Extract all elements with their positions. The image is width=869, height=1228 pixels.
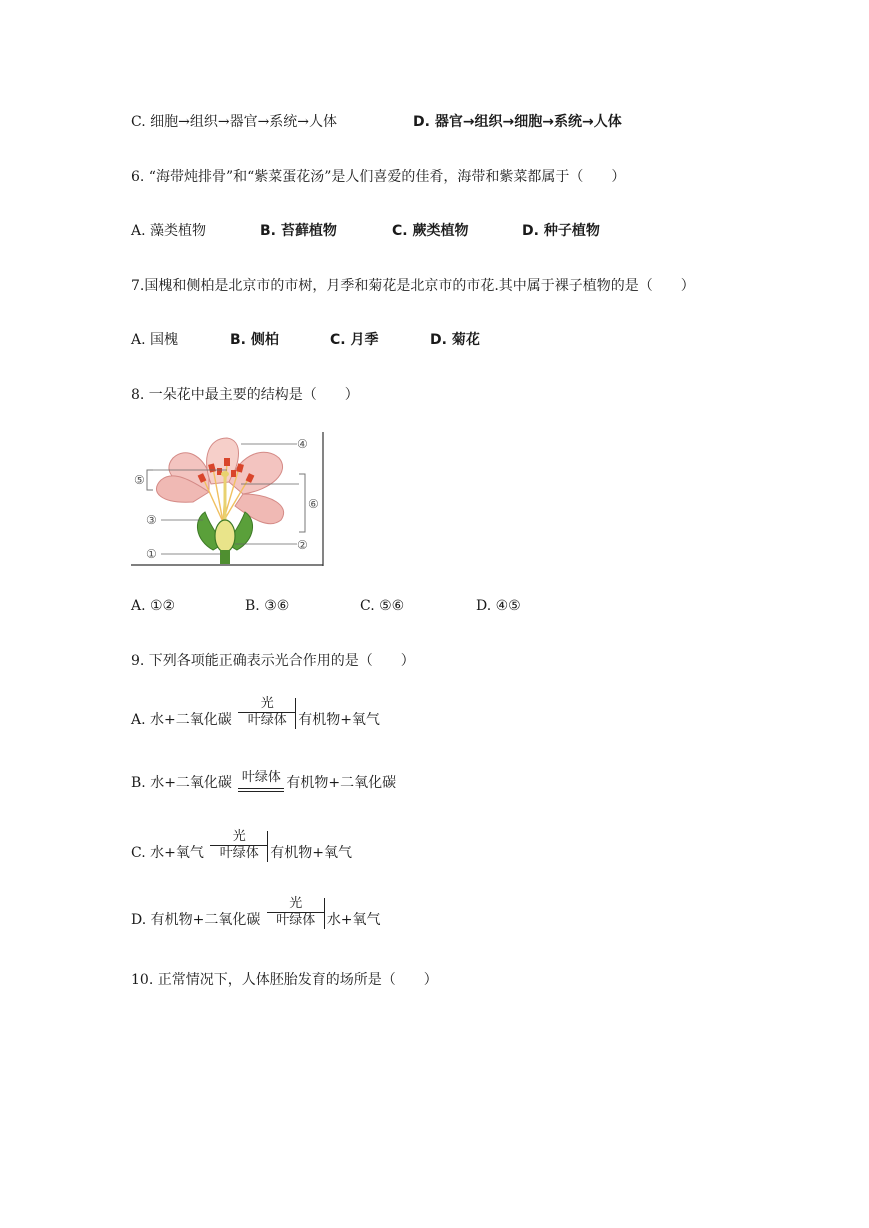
- q9-a-reactants: A. 水+二氧化碳: [131, 712, 232, 728]
- figure-label-4: ④: [297, 437, 308, 451]
- q8-stem: 8. 一朵花中最主要的结构是（ ）: [131, 387, 359, 403]
- q9-c-arrow: [210, 829, 268, 862]
- q9-b-reactants: B. 水+二氧化碳: [131, 775, 232, 791]
- flower-diagram: [131, 432, 324, 566]
- figure-label-6: ⑥: [308, 497, 319, 511]
- q9-option-b: [131, 770, 396, 792]
- figure-label-5: ⑤: [134, 473, 145, 487]
- q10-stem: 10. 正常情况下，人体胚胎发育的场所是（ ）: [131, 972, 438, 988]
- q8-option-a: A. ①②: [131, 598, 176, 614]
- q7-option-b: B. 侧柏: [230, 332, 279, 348]
- q9-d-condition-bottom: 叶绿体: [267, 912, 325, 929]
- q9-c-products: 有机物+氧气: [270, 845, 353, 861]
- q9-a-condition-top: 光: [260, 696, 274, 711]
- q9-b-arrow: [238, 770, 284, 792]
- q7-option-d: D. 菊花: [430, 332, 480, 348]
- q9-d-reactants: D. 有机物+二氧化碳: [131, 912, 261, 928]
- q7-stem: 7.国槐和侧柏是北京市的市树，月季和菊花是北京市的市花.其中属于裸子植物的是（ ）: [131, 278, 695, 294]
- q6-option-d: D. 种子植物: [522, 223, 600, 239]
- q9-d-arrow: [267, 896, 325, 929]
- q9-b-products: 有机物+二氧化碳: [286, 775, 397, 791]
- q6-stem: 6. “海带炖排骨”和“紫菜蛋花汤”是人们喜爱的佳肴，海带和紫菜都属于（ ）: [131, 169, 626, 185]
- q9-c-condition-bottom: 叶绿体: [210, 845, 268, 862]
- q9-d-products: 水+氧气: [326, 912, 381, 928]
- q9-d-condition-top: 光: [289, 896, 303, 911]
- q5-option-c: C. 细胞→组织→器官→系统→人体: [131, 114, 338, 130]
- q9-c-condition-top: 光: [232, 829, 246, 844]
- q6-option-c: C. 蕨类植物: [392, 223, 469, 239]
- q9-option-a: [131, 696, 380, 729]
- flower-structure-figure: [131, 432, 324, 566]
- q9-option-c: [131, 829, 352, 862]
- q7-option-a: A. 国槐: [131, 332, 179, 348]
- q9-a-condition-bottom: 叶绿体: [238, 712, 296, 729]
- q5-option-d: D. 器官→组织→细胞→系统→人体: [413, 114, 622, 130]
- q8-option-c: C. ⑤⑥: [360, 598, 405, 614]
- q8-option-b: B. ③⑥: [245, 598, 290, 614]
- q9-stem: 9. 下列各项能正确表示光合作用的是（ ）: [131, 653, 415, 669]
- q7-option-c: C. 月季: [330, 332, 379, 348]
- figure-label-2: ②: [297, 538, 308, 552]
- q8-option-d: D. ④⑤: [476, 598, 521, 614]
- q9-c-reactants: C. 水+氧气: [131, 845, 204, 861]
- q6-option-b: B. 苔藓植物: [260, 223, 337, 239]
- q9-b-condition-top: 叶绿体: [241, 770, 281, 785]
- q9-a-arrow: [238, 696, 296, 729]
- q6-option-a: A. 藻类植物: [131, 223, 207, 239]
- q9-option-d: [131, 896, 381, 929]
- figure-label-3: ③: [146, 513, 157, 527]
- q9-a-products: 有机物+氧气: [298, 712, 380, 728]
- figure-label-1: ①: [146, 547, 157, 561]
